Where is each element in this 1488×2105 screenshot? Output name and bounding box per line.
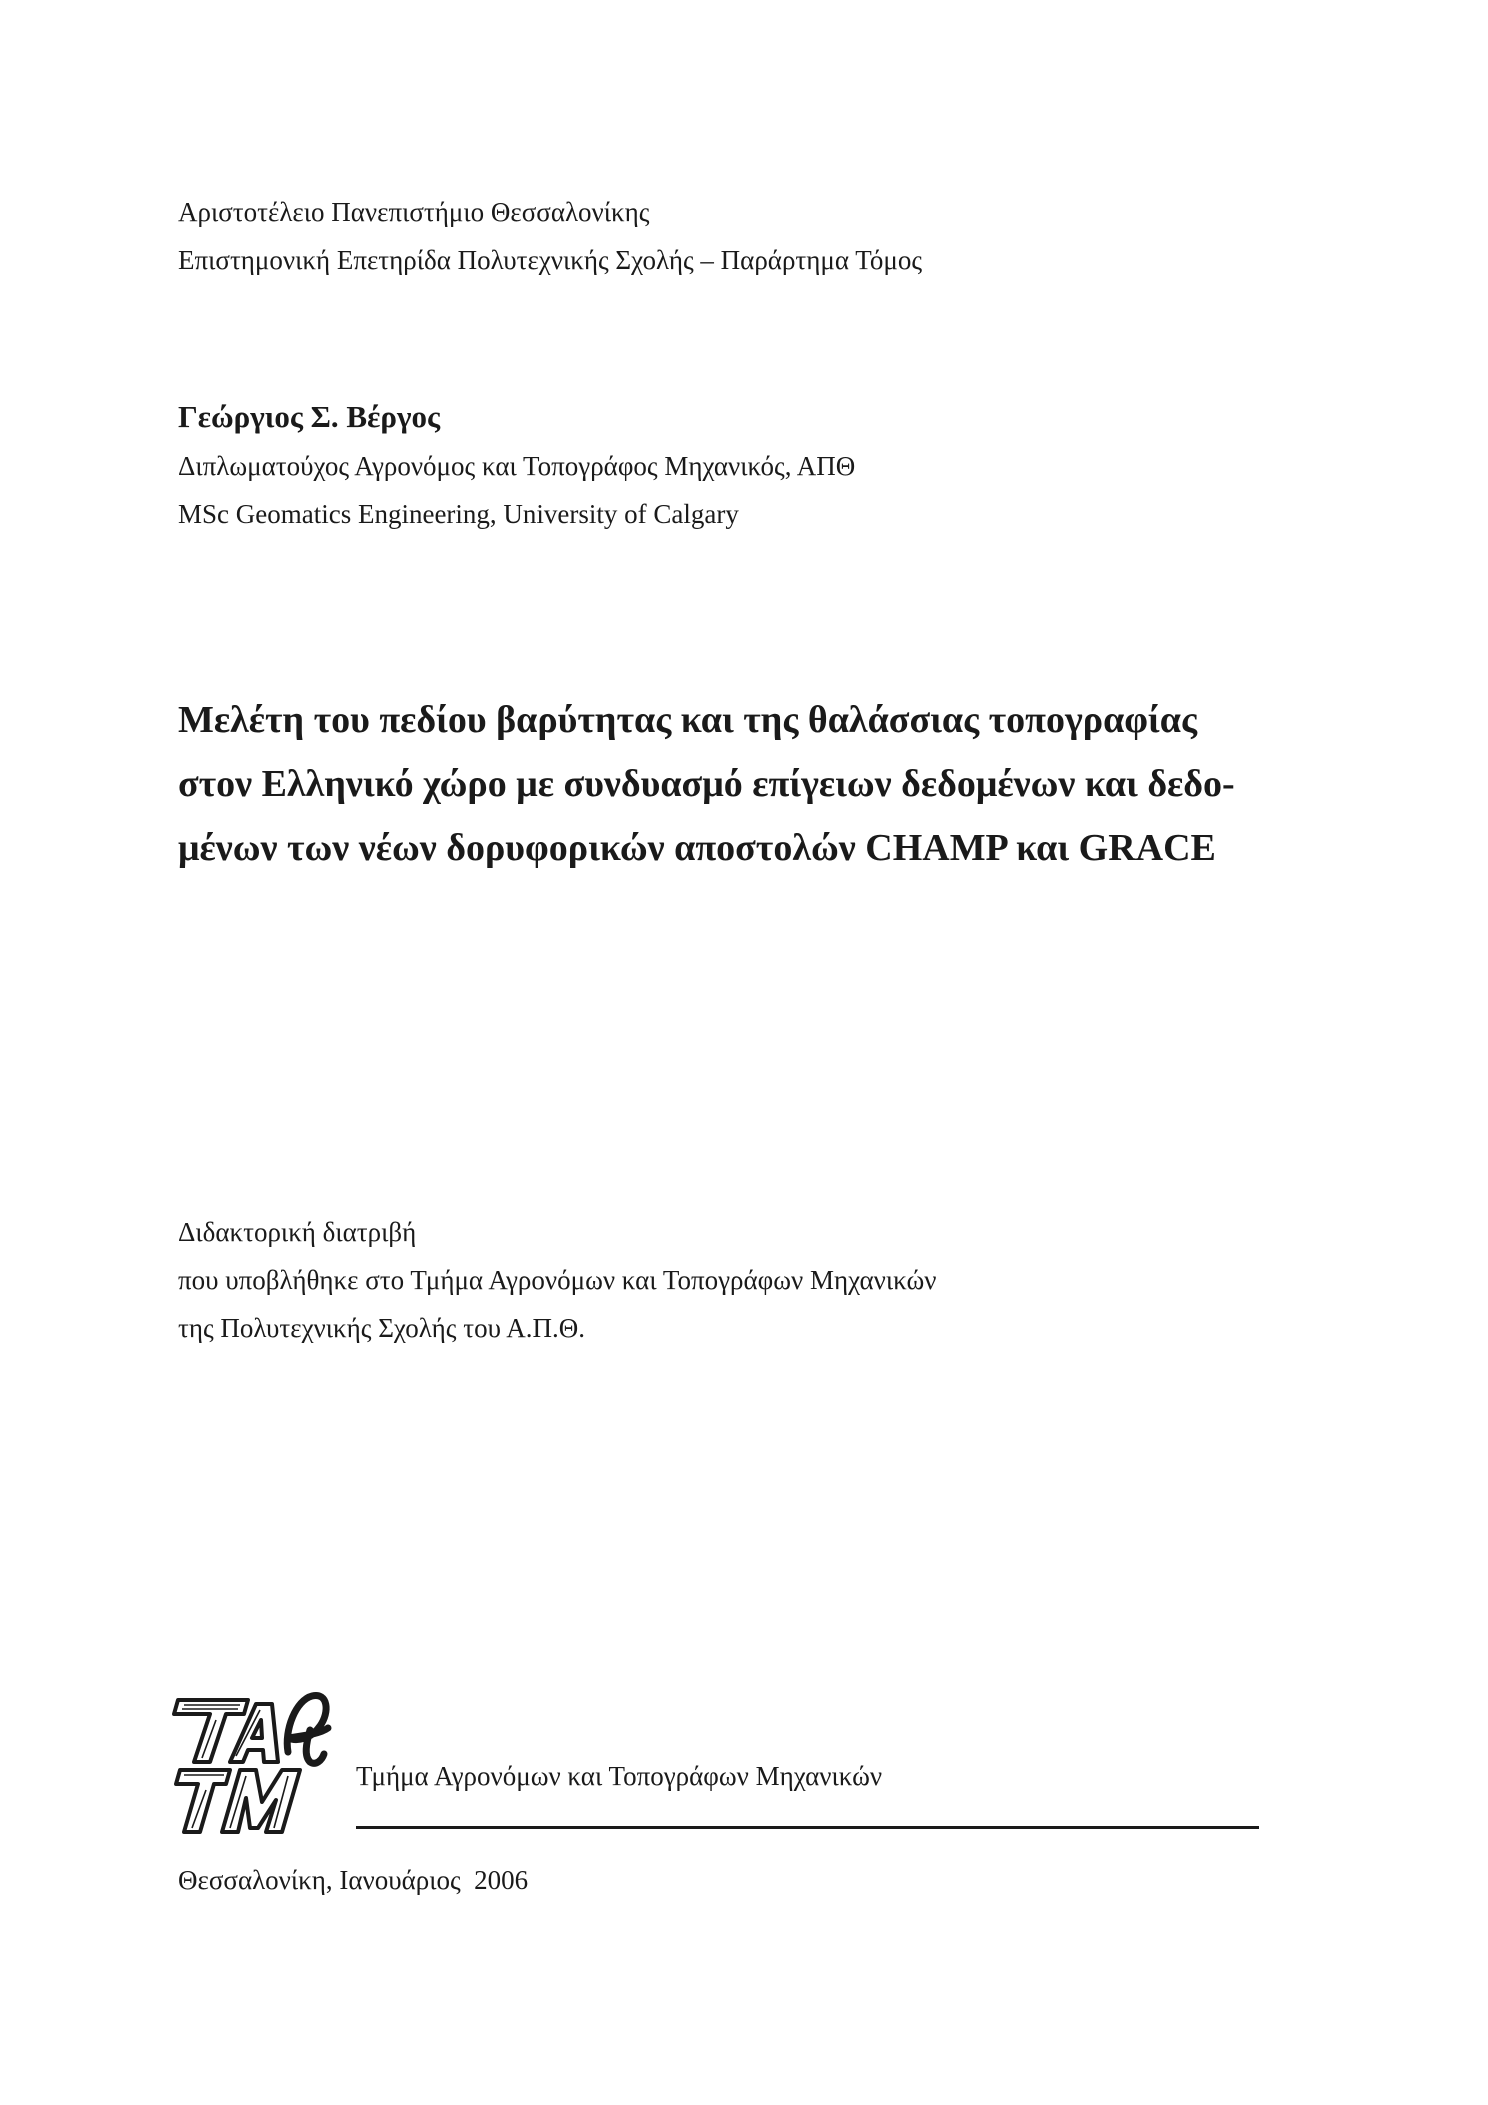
author-name: Γεώργιος Σ. Βέργος bbox=[178, 399, 441, 434]
footer-divider bbox=[356, 1826, 1259, 1829]
department-name: Τμήμα Αγρονόμων και Τοπογράφων Μηχανικών bbox=[356, 1761, 883, 1791]
thesis-info bbox=[178, 1208, 936, 1352]
author-degree-diploma: Διπλωματούχος Αγρονόμος και Τοπογράφος Μηχανικός, ΑΠΘ bbox=[178, 451, 856, 481]
publication-series: Επιστημονική Επετηρίδα Πολυτεχνικής Σχολής – Παράρτημα Τόμος bbox=[178, 245, 923, 275]
author-block bbox=[178, 392, 855, 538]
institution-header bbox=[178, 188, 922, 284]
title-line-1: Μελέτη του πεδίου βαρύτητας και της θαλάσσιας τοπογραφίας bbox=[178, 699, 1198, 741]
author-degree-msc: MSc Geomatics Engineering, University of Calgary bbox=[178, 499, 739, 529]
title-line-3: μένων των νέων δορυφορικών αποστολών CHAMP και GRACE bbox=[178, 827, 1216, 869]
department-logo bbox=[170, 1690, 336, 1836]
thesis-school: της Πολυτεχνικής Σχολής του Α.Π.Θ. bbox=[178, 1313, 585, 1343]
university-name: Αριστοτέλειο Πανεπιστήμιο Θεσσαλονίκης bbox=[178, 197, 650, 227]
thesis-title bbox=[178, 688, 1328, 880]
thesis-submitted-to: που υποβλήθηκε στο Τμήμα Αγρονόμων και Τοπογράφων Μηχανικών bbox=[178, 1265, 937, 1295]
thesis-type: Διδακτορική διατριβή bbox=[178, 1217, 417, 1247]
place-and-date: Θεσσαλονίκη, Ιανουάριος 2006 bbox=[178, 1865, 529, 1895]
title-line-2: στον Ελληνικό χώρο με συνδυασμό επίγειων δεδομένων και δεδο- bbox=[178, 763, 1235, 805]
